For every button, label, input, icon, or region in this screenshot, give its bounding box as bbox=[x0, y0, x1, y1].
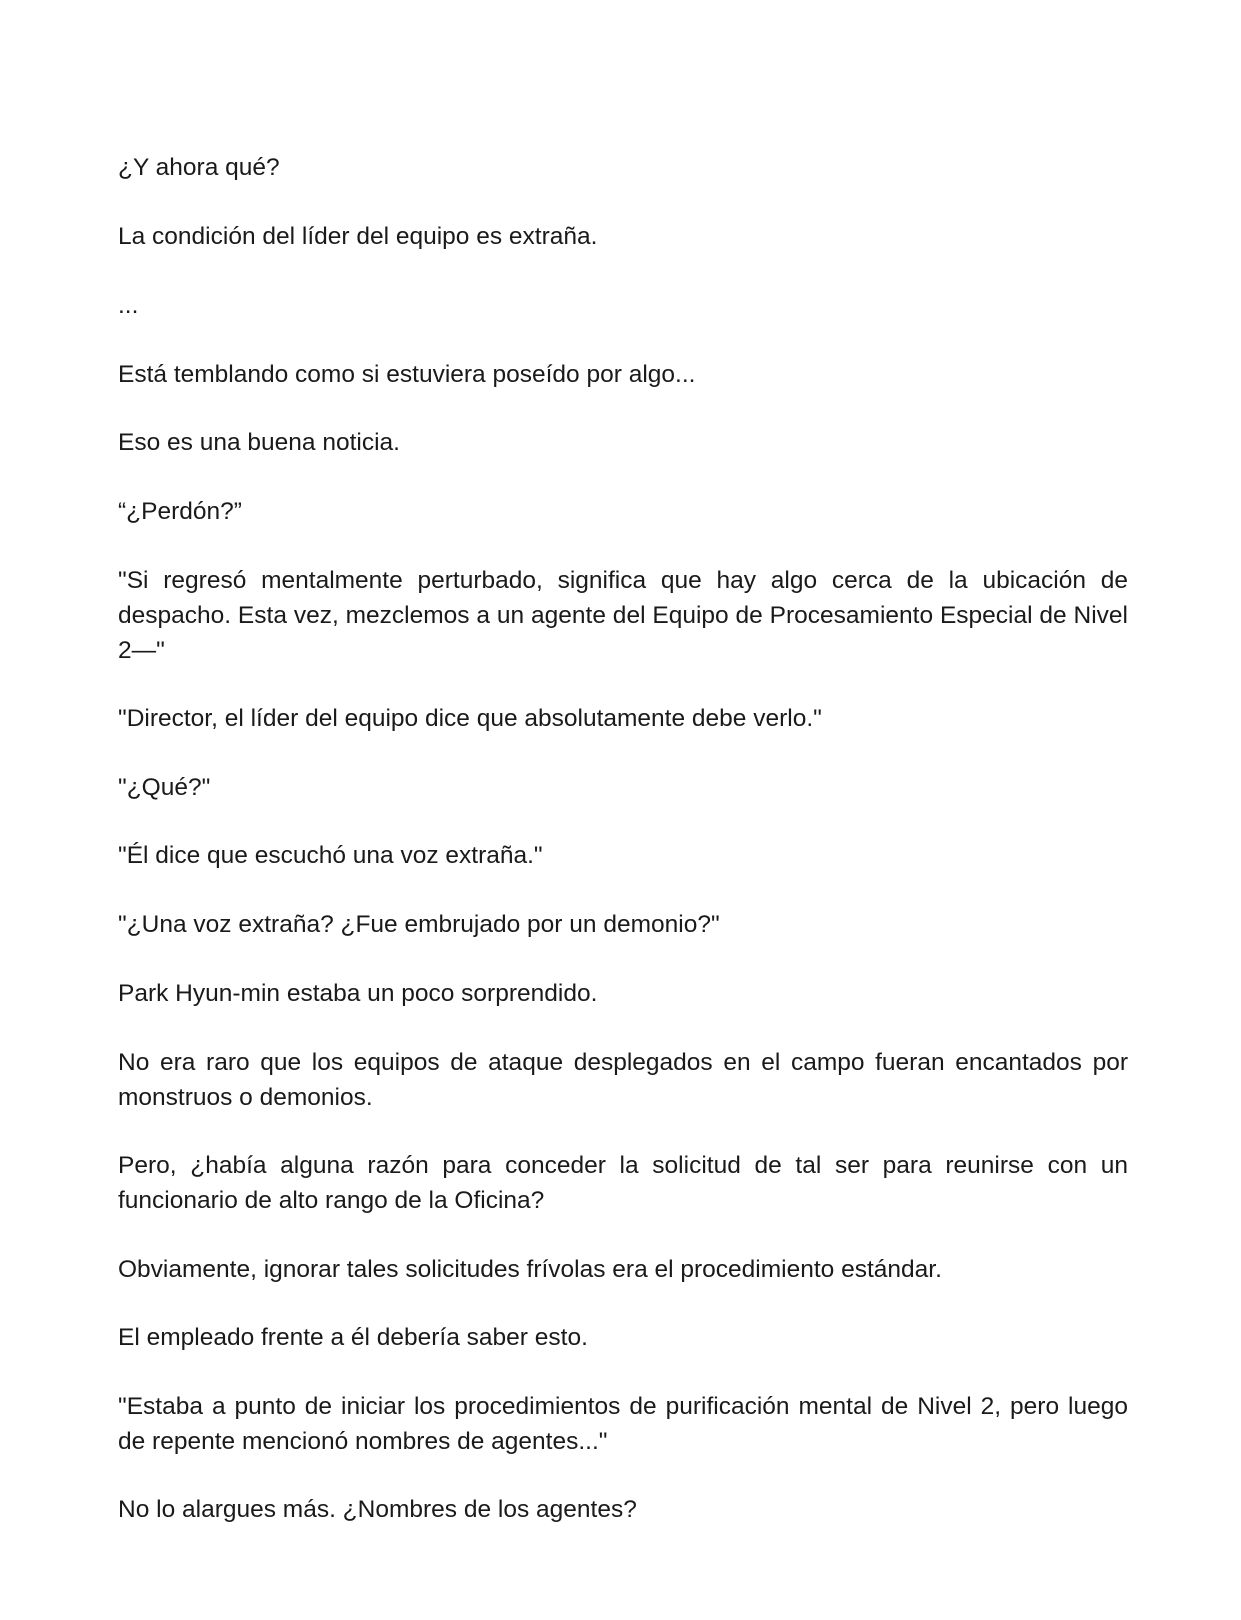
paragraph-13: No era raro que los equipos de ataque desplegados en el campo fueran encantados por monstruos o demonios. bbox=[118, 1049, 1128, 1111]
paragraph-7: "Si regresó mentalmente perturbado, significa que hay algo cerca de la ubicación de despacho. Esta vez, mezclemos a un agente del Equipo de Procesamiento Especial de Nivel 2—" bbox=[118, 567, 1128, 664]
paragraph-15: Obviamente, ignorar tales solicitudes frívolas era el procedimiento estándar. bbox=[118, 1256, 942, 1283]
paragraph-8: "Director, el líder del equipo dice que absolutamente debe verlo." bbox=[118, 705, 822, 732]
paragraph-18: No lo alargues más. ¿Nombres de los agentes? bbox=[118, 1496, 637, 1523]
paragraph-9: "¿Qué?" bbox=[118, 774, 211, 801]
paragraph-14: Pero, ¿había alguna razón para conceder la solicitud de tal ser para reunirse con un funcionario de alto rango de la Oficina? bbox=[118, 1152, 1128, 1214]
paragraph-17: "Estaba a punto de iniciar los procedimientos de purificación mental de Nivel 2, pero luego de repente mencionó nombres de agentes..." bbox=[118, 1393, 1128, 1455]
paragraph-12: Park Hyun-min estaba un poco sorprendido. bbox=[118, 980, 598, 1007]
paragraph-4: Está temblando como si estuviera poseído por algo... bbox=[118, 361, 696, 388]
paragraph-1: ¿Y ahora qué? bbox=[118, 154, 280, 181]
paragraph-5: Eso es una buena noticia. bbox=[118, 429, 400, 456]
paragraph-10: "Él dice que escuchó una voz extraña." bbox=[118, 842, 543, 869]
paragraph-2: La condición del líder del equipo es extraña. bbox=[118, 223, 598, 250]
paragraph-11: "¿Una voz extraña? ¿Fue embrujado por un demonio?" bbox=[118, 911, 720, 938]
paragraph-6: “¿Perdón?” bbox=[118, 498, 242, 525]
paragraph-16: El empleado frente a él debería saber esto. bbox=[118, 1324, 588, 1351]
paragraph-3: ... bbox=[118, 292, 139, 319]
